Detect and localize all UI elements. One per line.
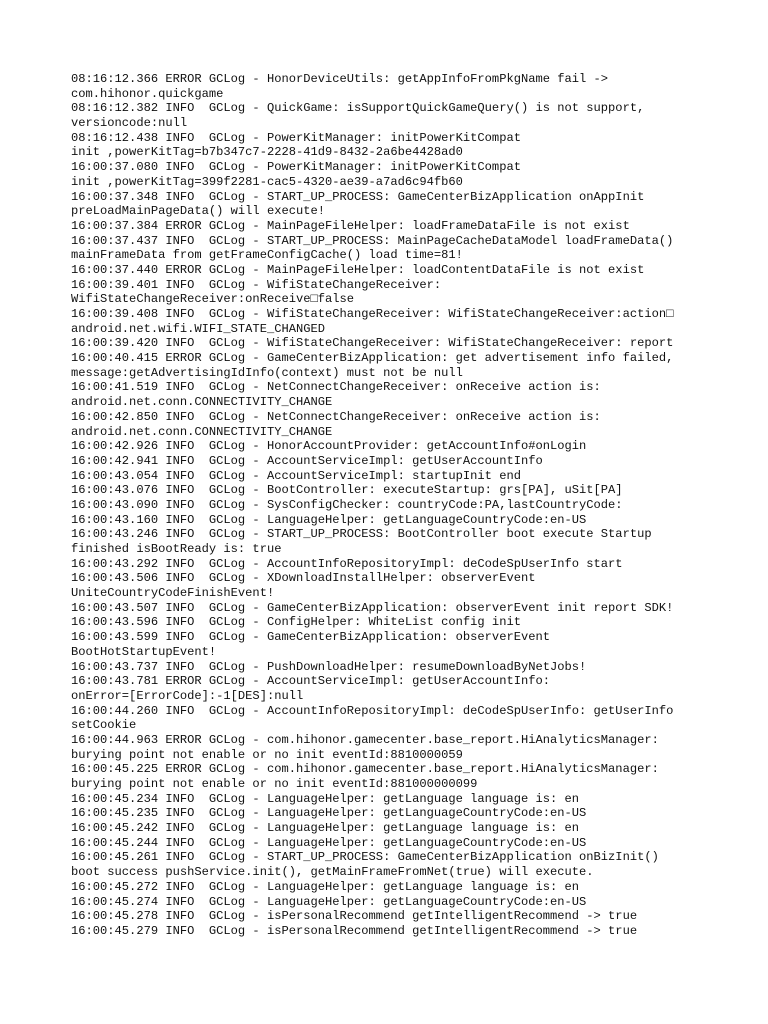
log-line: burying point not enable or no init eventId:8810000059 bbox=[71, 747, 463, 762]
log-line: android.net.conn.CONNECTIVITY_CHANGE bbox=[71, 424, 333, 439]
log-line: 16:00:43.246 INFO GCLog - START_UP_PROCESS: BootController boot execute Startup bbox=[71, 527, 652, 542]
log-line: init ,powerKitTag=399f2281-cac5-4320-ae39-a7ad6c94fb60 bbox=[71, 174, 463, 189]
log-line: 16:00:45.244 INFO GCLog - LanguageHelper: getLanguageCountryCode:en-US bbox=[71, 835, 587, 850]
log-line: 16:00:39.401 INFO GCLog - WifiStateChangeReceiver: bbox=[71, 277, 442, 292]
log-line: 16:00:41.519 INFO GCLog - NetConnectChangeReceiver: onReceive action is: bbox=[71, 380, 601, 395]
log-line: 16:00:37.440 ERROR GCLog - MainPageFileHelper: loadContentDataFile is not exist bbox=[71, 262, 645, 277]
log-line: 16:00:39.420 INFO GCLog - WifiStateChangeReceiver: WifiStateChangeReceiver: report bbox=[71, 336, 674, 351]
log-line: 16:00:43.506 INFO GCLog - XDownloadInstallHelper: observerEvent bbox=[71, 571, 536, 586]
log-line: 16:00:43.090 INFO GCLog - SysConfigChecker: countryCode:PA,lastCountryCode: bbox=[71, 497, 623, 512]
log-line: 16:00:45.234 INFO GCLog - LanguageHelper: getLanguage language is: en bbox=[71, 791, 580, 806]
log-line: 16:00:43.599 INFO GCLog - GameCenterBizApplication: observerEvent bbox=[71, 630, 550, 645]
log-line: 16:00:44.260 INFO GCLog - AccountInfoRepositoryImpl: deCodeSpUserInfo: getUserInfo bbox=[71, 703, 674, 718]
log-line: 16:00:45.274 INFO GCLog - LanguageHelper: getLanguageCountryCode:en-US bbox=[71, 894, 587, 909]
log-line: 16:00:40.415 ERROR GCLog - GameCenterBizApplication: get advertisement info failed, bbox=[71, 351, 674, 366]
log-line: setCookie bbox=[71, 718, 137, 733]
log-line: 16:00:43.781 ERROR GCLog - AccountServiceImpl: getUserAccountInfo: bbox=[71, 674, 550, 689]
log-text-block bbox=[71, 72, 761, 939]
log-line: 16:00:45.279 INFO GCLog - isPersonalRecommend getIntelligentRecommend -> true bbox=[71, 923, 638, 938]
log-line: init ,powerKitTag=b7b347c7-2228-41d9-8432-2a6be4428ad0 bbox=[71, 145, 463, 160]
log-line: 16:00:43.160 INFO GCLog - LanguageHelper: getLanguageCountryCode:en-US bbox=[71, 512, 587, 527]
log-line: 16:00:43.076 INFO GCLog - BootController: executeStartup: grs[PA], uSit[PA] bbox=[71, 483, 623, 498]
log-line: 16:00:42.850 INFO GCLog - NetConnectChangeReceiver: onReceive action is: bbox=[71, 409, 601, 424]
log-line: 08:16:12.438 INFO GCLog - PowerKitManager: initPowerKitCompat bbox=[71, 130, 521, 145]
log-line: 16:00:42.941 INFO GCLog - AccountServiceImpl: getUserAccountInfo bbox=[71, 453, 543, 468]
log-line: 08:16:12.382 INFO GCLog - QuickGame: isSupportQuickGameQuery() is not support, bbox=[71, 101, 645, 116]
log-line: android.net.conn.CONNECTIVITY_CHANGE bbox=[71, 395, 333, 410]
log-line: 16:00:45.225 ERROR GCLog - com.hihonor.gamecenter.base_report.HiAnalyticsManager: bbox=[71, 762, 659, 777]
log-line: 16:00:43.507 INFO GCLog - GameCenterBizApplication: observerEvent init report SDK! bbox=[71, 600, 674, 615]
log-line: 08:16:12.366 ERROR GCLog - HonorDeviceUtils: getAppInfoFromPkgName fail -> bbox=[71, 72, 609, 86]
log-line: 16:00:37.080 INFO GCLog - PowerKitManager: initPowerKitCompat bbox=[71, 160, 521, 175]
log-line: com.hihonor.quickgame bbox=[71, 86, 224, 101]
log-line: 16:00:43.292 INFO GCLog - AccountInfoRepositoryImpl: deCodeSpUserInfo start bbox=[71, 556, 623, 571]
log-line: mainFrameData from getFrameConfigCache() load time=81! bbox=[71, 248, 463, 263]
log-line: 16:00:45.235 INFO GCLog - LanguageHelper: getLanguageCountryCode:en-US bbox=[71, 806, 587, 821]
log-line: 16:00:45.272 INFO GCLog - LanguageHelper: getLanguage language is: en bbox=[71, 879, 580, 894]
log-line: 16:00:37.348 INFO GCLog - START_UP_PROCESS: GameCenterBizApplication onAppInit bbox=[71, 189, 645, 204]
log-line: message:getAdvertisingIdInfo(context) must not be null bbox=[71, 365, 463, 380]
log-line: android.net.wifi.WIFI_STATE_CHANGED bbox=[71, 321, 326, 336]
log-line: 16:00:42.926 INFO GCLog - HonorAccountProvider: getAccountInfo#onLogin bbox=[71, 439, 587, 454]
log-line: 16:00:43.054 INFO GCLog - AccountServiceImpl: startupInit end bbox=[71, 468, 521, 483]
log-line: 16:00:37.384 ERROR GCLog - MainPageFileHelper: loadFrameDataFile is not exist bbox=[71, 218, 630, 233]
log-line: 16:00:37.437 INFO GCLog - START_UP_PROCESS: MainPageCacheDataModel loadFrameData() bbox=[71, 233, 674, 248]
log-line: versioncode:null bbox=[71, 116, 188, 131]
log-line: onError=[ErrorCode]:-1[DES]:null bbox=[71, 688, 304, 703]
log-line: preLoadMainPageData() will execute! bbox=[71, 204, 326, 219]
log-line: burying point not enable or no init eventId:881000000099 bbox=[71, 777, 478, 791]
log-line: 16:00:43.737 INFO GCLog - PushDownloadHelper: resumeDownloadByNetJobs! bbox=[71, 659, 587, 674]
log-line: BootHotStartupEvent! bbox=[71, 644, 217, 659]
log-line: 16:00:39.408 INFO GCLog - WifiStateChangeReceiver: WifiStateChangeReceiver:action□ bbox=[71, 307, 674, 321]
log-line: WifiStateChangeReceiver:onReceive□false bbox=[71, 292, 355, 307]
log-line: boot success pushService.init(), getMainFrameFromNet(true) will execute. bbox=[71, 865, 594, 880]
log-line: UniteCountryCodeFinishEvent! bbox=[71, 586, 275, 601]
log-line: 16:00:43.596 INFO GCLog - ConfigHelper: WhiteList config init bbox=[71, 615, 521, 630]
log-line: 16:00:45.261 INFO GCLog - START_UP_PROCESS: GameCenterBizApplication onBizInit() bbox=[71, 850, 659, 865]
log-line: 16:00:44.963 ERROR GCLog - com.hihonor.gamecenter.base_report.HiAnalyticsManager: bbox=[71, 732, 659, 747]
log-line: finished isBootReady is: true bbox=[71, 542, 282, 556]
log-line: 16:00:45.242 INFO GCLog - LanguageHelper: getLanguage language is: en bbox=[71, 821, 580, 836]
log-line: 16:00:45.278 INFO GCLog - isPersonalRecommend getIntelligentRecommend -> true bbox=[71, 909, 638, 924]
